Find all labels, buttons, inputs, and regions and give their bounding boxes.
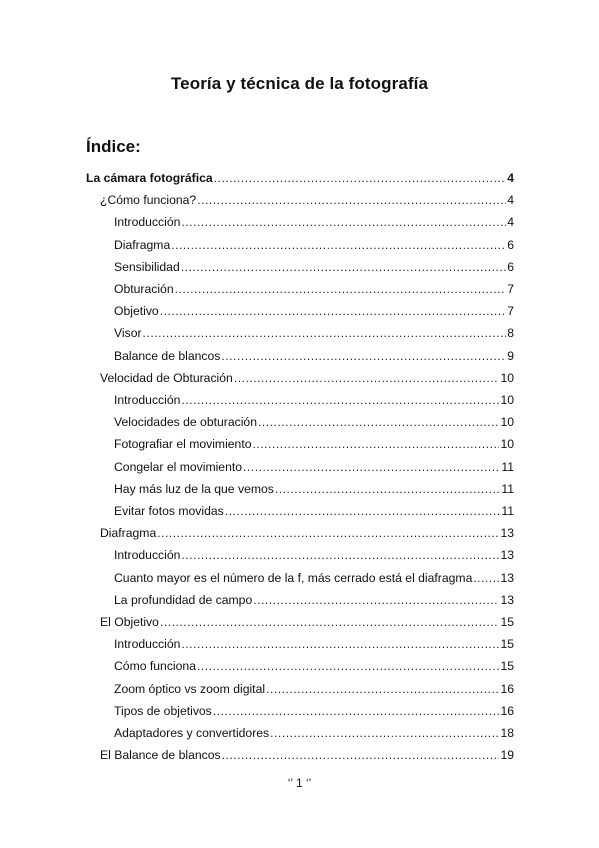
toc-entry-label: Objetivo [114,304,159,319]
dot-leader [258,415,499,430]
toc-entry[interactable] [114,675,514,697]
dot-leader [181,260,506,275]
toc-entry[interactable] [114,319,514,341]
dot-leader [181,393,499,408]
dot-leader [221,349,506,364]
toc-entry-page: 15 [500,615,514,629]
toc-entry-page: 4 [507,171,514,185]
toc-entry-page: 4 [507,193,514,208]
toc-entry-page: 7 [507,304,514,319]
toc-entry-label: Evitar fotos movidas [114,504,224,518]
dot-leader [160,304,507,319]
toc-entry-label: La cámara fotográfica [86,171,213,185]
toc-entry-page: 4 [507,215,514,230]
toc-entry-page: 11 [501,481,514,496]
dot-leader [270,726,499,741]
dot-leader [266,682,499,697]
toc-entry[interactable] [86,164,514,186]
toc-entry[interactable] [114,697,514,719]
dot-leader [234,371,500,386]
dot-leader [214,171,507,186]
toc-entry-label: La profundidad de campo [114,592,253,607]
toc-entry[interactable] [114,541,514,563]
toc-entry-label: Tipos de objetivos [114,703,212,718]
toc-entry[interactable] [114,475,514,497]
toc-entry-label: Zoom óptico vs zoom digital [114,681,266,696]
toc-entry-label: ¿Cómo funciona? [100,193,197,208]
dot-leader [157,526,499,541]
toc-entry-label: Cómo funciona [114,659,196,674]
toc-entry-label: Visor [114,326,142,341]
toc-entry-label: El Balance de blancos [100,748,221,763]
toc-entry[interactable] [114,586,514,608]
dot-leader [197,193,506,208]
toc-entry-page: 11 [501,459,514,474]
toc-entry-label: Velocidades de obturación [114,415,257,430]
document-title: Teoría y técnica de la fotografía [170,74,429,93]
toc-entry-label: Diafragma [100,526,157,541]
dot-leader [243,460,500,475]
toc-entry[interactable] [114,652,514,674]
toc-entry-label: Cuanto mayor es el número de la f, más cerrado está el diafragma [114,570,473,585]
toc-entry[interactable] [114,342,514,364]
dot-leader [225,504,501,519]
toc-entry[interactable] [114,386,514,408]
toc-entry-page: 13 [500,570,514,585]
toc-entry-page: 16 [500,681,514,696]
dot-leader [160,615,500,630]
toc-entry[interactable] [114,430,514,452]
dot-leader [181,637,499,652]
toc-entry-page: 10 [500,415,514,430]
toc-entry[interactable] [114,208,514,230]
dot-leader [253,593,499,608]
dot-leader [143,326,507,341]
dot-leader [275,482,500,497]
toc-entry[interactable] [114,231,514,253]
toc-entry-label: Introducción [114,548,181,563]
toc-entry-page: 15 [500,637,514,652]
toc-entry[interactable] [114,453,514,475]
toc-entry-page: 10 [500,370,514,385]
toc-entry[interactable] [100,519,514,541]
toc-entry[interactable] [100,186,514,208]
toc-entry[interactable] [114,253,514,275]
toc-entry-page: 6 [507,259,514,274]
toc-entry-page: 13 [500,526,514,541]
dot-leader [197,659,499,674]
toc-entry[interactable] [114,408,514,430]
toc-entry-page: 9 [507,348,514,363]
toc-entry-label: Balance de blancos [114,348,221,363]
toc-entry-label: Sensibilidad [114,259,180,274]
toc-entry[interactable] [100,741,514,763]
toc-entry-label: Congelar el movimiento [114,459,243,474]
toc-entry[interactable] [100,608,514,630]
toc-entry-label: Diafragma [114,237,171,252]
toc-entry-label: Obturación [114,282,174,296]
toc-entry-page: 13 [500,548,514,563]
toc-entry-page: 15 [500,659,514,674]
toc-entry-page: 6 [507,237,514,252]
dot-leader [181,215,506,230]
toc-entry[interactable] [114,719,514,741]
toc-entry[interactable] [114,297,514,319]
toc-entry-page: 8 [507,326,514,341]
dot-leader [253,437,500,452]
page-number-footer: ‘’ 1 ‘’ [287,776,312,790]
dot-leader [181,548,499,563]
toc-entry[interactable] [114,497,514,519]
toc-entry-label: Velocidad de Obturación [100,370,233,385]
dot-leader [473,571,499,586]
toc-entry-page: 16 [500,703,514,718]
toc-entry-page: 18 [500,726,514,740]
toc-entry-page: 10 [500,437,514,452]
toc-entry[interactable] [114,564,514,586]
dot-leader [213,704,500,719]
toc-entry[interactable] [114,630,514,652]
toc-entry-label: Introducción [114,215,181,230]
dot-leader [175,282,507,297]
index-heading: Índice: [86,137,141,156]
toc-entry-page: 7 [507,282,514,296]
dot-leader [222,748,500,763]
toc-entry-label: Hay más luz de la que vemos [114,481,274,496]
toc-entry-page: 10 [500,393,514,407]
toc-entry[interactable] [100,364,514,386]
toc-entry-label: Introducción [114,637,181,652]
dot-leader [171,238,506,253]
toc-entry-page: 13 [500,592,514,607]
toc-entry-label: Adaptadores y convertidores [114,726,270,740]
toc-entry-label: Fotografiar el movimiento [114,437,252,452]
toc-entry-label: El Objetivo [100,615,159,629]
toc-entry-label: Introducción [114,393,181,407]
toc-entry-page: 19 [500,748,514,763]
toc-entry[interactable] [114,275,514,297]
toc-entry-page: 11 [501,504,514,518]
